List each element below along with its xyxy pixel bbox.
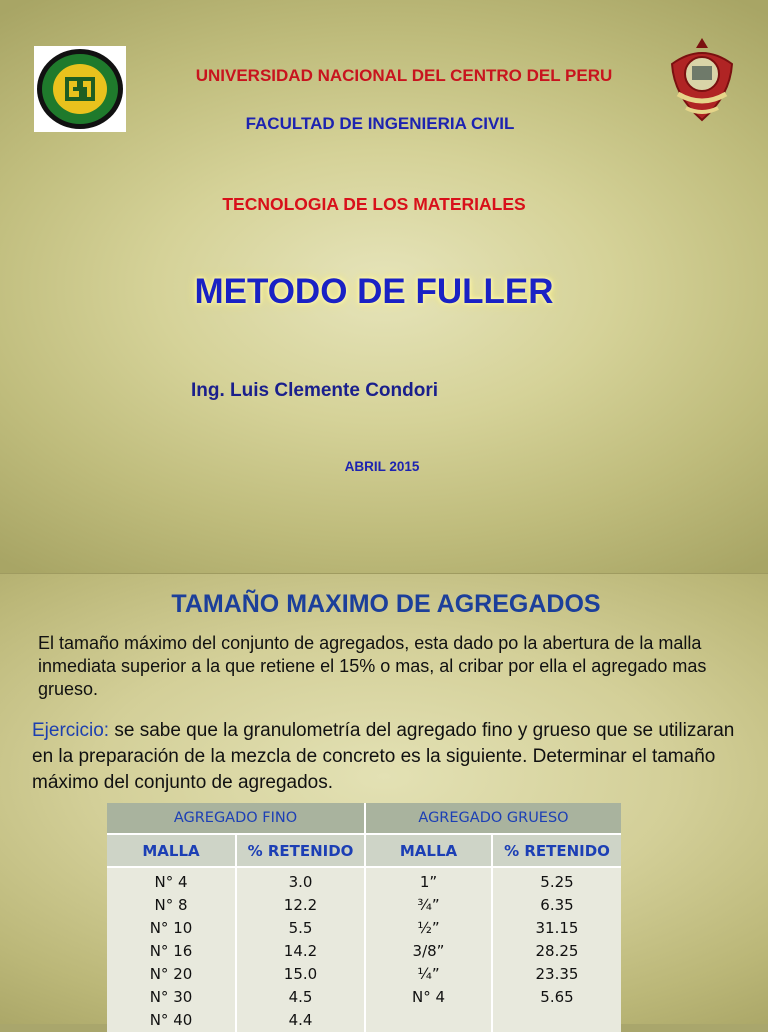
cell: 12.2 — [283, 896, 318, 914]
slide-divider — [0, 573, 768, 574]
cell: 4.5 — [288, 988, 313, 1006]
presentation-date: ABRIL 2015 — [344, 459, 420, 474]
university-name: UNIVERSIDAD NACIONAL DEL CENTRO DEL PERU — [195, 66, 613, 85]
cell: 3.0 — [288, 873, 313, 891]
fino-retenido-cell — [236, 867, 365, 1032]
cell: 3/8” — [412, 942, 445, 960]
cell: ¾” — [417, 896, 440, 914]
cell: 5.25 — [540, 873, 574, 891]
exercise-paragraph — [32, 718, 744, 796]
exercise-label: Ejercicio: — [32, 720, 110, 741]
cell: N° 40 — [149, 1011, 193, 1029]
grueso-malla-cell — [365, 867, 492, 1032]
cell: N° 20 — [149, 965, 193, 983]
column-header-retenido-fino: % RETENIDO — [236, 834, 365, 867]
section-title: TAMAÑO MAXIMO DE AGREGADOS — [171, 590, 601, 618]
faculty-name: FACULTAD DE INGENIERIA CIVIL — [245, 114, 515, 133]
cell: 28.25 — [535, 942, 579, 960]
cell: N° 30 — [149, 988, 193, 1006]
cell: 15.0 — [283, 965, 318, 983]
course-name: TECNOLOGIA DE LOS MATERIALES — [222, 194, 526, 214]
grueso-retenido-cell — [492, 867, 621, 1032]
cell: 5.5 — [288, 919, 313, 937]
cell: 4.4 — [288, 1011, 313, 1029]
table-row — [107, 867, 621, 1032]
exercise-text: se sabe que la granulometría del agregado fino y grueso que se utilizaran en la preparación de la mezcla de concreto es la siguiente. Determinar el tamaño máximo del conjunto de agregados. — [32, 720, 735, 793]
cell: 23.35 — [535, 965, 579, 983]
column-header-malla-fino: MALLA — [107, 834, 236, 867]
cell: ½” — [417, 919, 440, 937]
author-name: Ing. Luis Clemente Condori — [191, 380, 439, 401]
cell: 6.35 — [540, 896, 574, 914]
group-header-fino: AGREGADO FINO — [107, 803, 365, 834]
definition-paragraph: El tamaño máximo del conjunto de agregados, esta dado po la abertura de la malla inmediata superior a la que retiene el 15% o mas, al cribar por ella el agregado mas grueso. — [38, 633, 707, 699]
column-header-malla-grueso: MALLA — [365, 834, 492, 867]
presentation-title: METODO DE FULLER — [194, 272, 554, 311]
cell: ¼” — [417, 965, 440, 983]
cell: N° 8 — [154, 896, 188, 914]
granulometry-table — [107, 803, 621, 1032]
cell: N° 16 — [149, 942, 193, 960]
cell: 14.2 — [283, 942, 318, 960]
cell: N° 4 — [411, 988, 446, 1006]
cell: 1” — [419, 873, 438, 891]
cell: 31.15 — [535, 919, 579, 937]
group-header-grueso: AGREGADO GRUESO — [365, 803, 621, 834]
cell: N° 4 — [154, 873, 188, 891]
column-header-retenido-grueso: % RETENIDO — [492, 834, 621, 867]
cell: N° 10 — [149, 919, 193, 937]
cell: 5.65 — [540, 988, 574, 1006]
fino-malla-cell — [107, 867, 236, 1032]
